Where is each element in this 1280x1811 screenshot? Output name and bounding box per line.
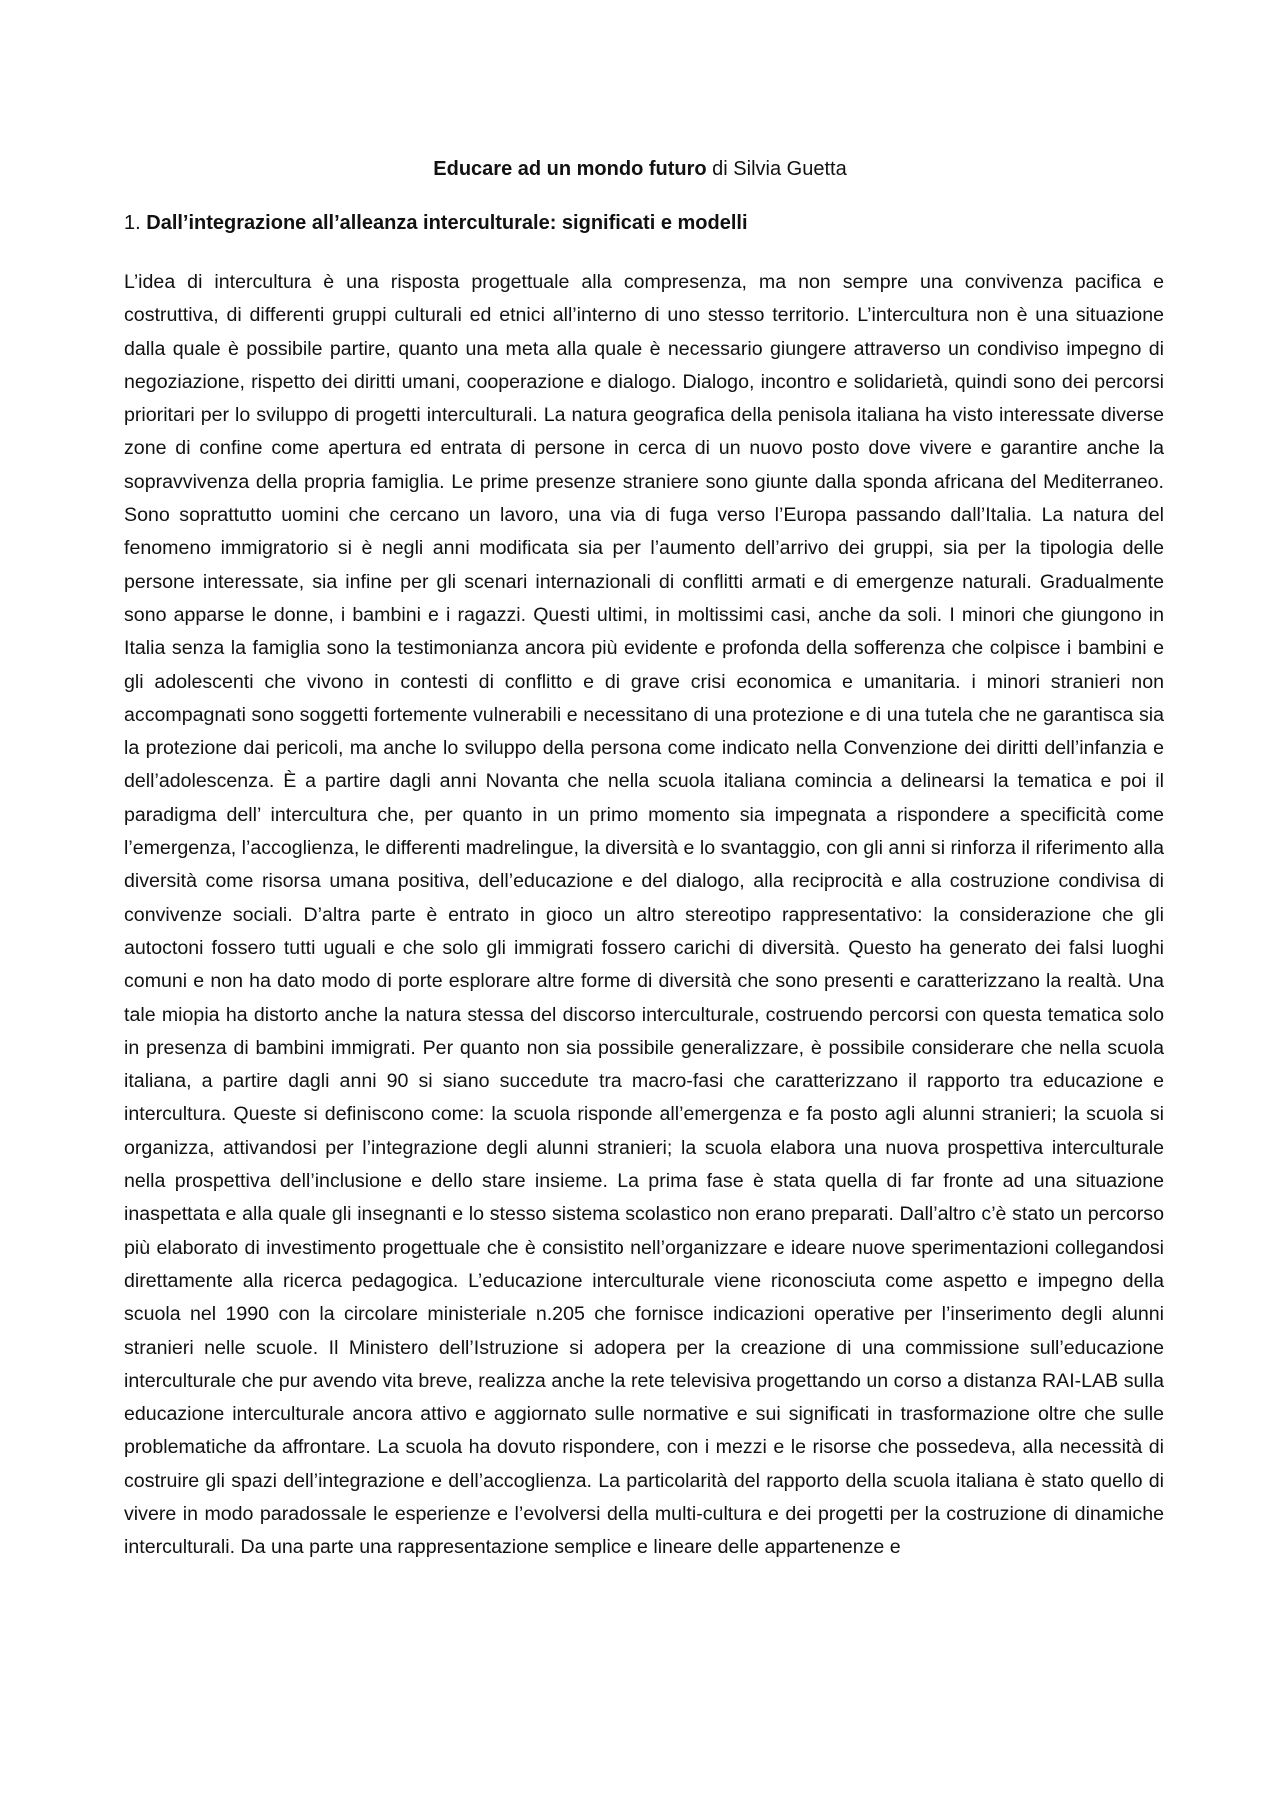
document-title [0, 155, 1280, 183]
title-bold: Educare ad un mondo futuro [433, 158, 707, 180]
section-number: 1. [124, 212, 147, 234]
title-author: di Silvia Guetta [706, 158, 847, 180]
section-heading-text: Dall’integrazione all’alleanza interculturale: significati e modelli [146, 212, 748, 234]
section-heading [124, 209, 1164, 237]
body-paragraph: L’idea di intercultura è una risposta progettuale alla compresenza, ma non sempre una convivenza pacifica e costruttiva, di differenti gruppi culturali ed etnici all’interno di uno stesso territorio. L’intercultura non è una situazione dalla quale è possibile partire, quanto una meta alla quale è necessario giungere attraverso un condiviso impegno di negoziazione, rispetto dei diritti umani, cooperazione e dialogo. Dialogo, incontro e solidarietà, quindi sono dei percorsi prioritari per lo sviluppo di progetti interculturali. La natura geografica della penisola italiana ha visto interessate diverse zone di confine come apertura ed entrata di persone in cerca di un nuovo posto dove vivere e garantire anche la sopravvivenza della propria famiglia. Le prime presenze straniere sono giunte dalla sponda africana del Mediterraneo. Sono soprattutto uomini che cercano un lavoro, una via di fuga verso l’Europa passando dall’Italia. La natura del fenomeno immigratorio si è negli anni modificata sia per l’aumento dell’arrivo dei gruppi, sia per la tipologia delle persone interessate, sia infine per gli scenari internazionali di conflitti armati e di emergenze naturali. Gradualmente sono apparse le donne, i bambini e i ragazzi. Questi ultimi, in moltissimi casi, anche da soli. I minori che giungono in Italia senza la famiglia sono la testimonianza ancora più evidente e profonda della sofferenza che colpisce i bambini e gli adolescenti che vivono in contesti di conflitto e di grave crisi economica e umanitaria. i minori stranieri non accompagnati sono soggetti fortemente vulnerabili e necessitano di una protezione e di una tutela che ne garantisca sia la protezione dai pericoli, ma anche lo sviluppo della persona come indicato nella Convenzione dei diritti dell’infanzia e dell’adolescenza. È a partire dagli anni Novanta che nella scuola italiana comincia a delinearsi la tematica e poi il paradigma dell’ intercultura che, per quanto in un primo momento sia impegnata a rispondere a specificità come l’emergenza, l’accoglienza, le differenti madrelingue, la diversità e lo svantaggio, con gli anni si rinforza il riferimento alla diversità come risorsa umana positiva, dell’educazione e del dialogo, alla reciprocità e alla costruzione condivisa di convivenze sociali. D’altra parte è entrato in gioco un altro stereotipo rappresentativo: la considerazione che gli autoctoni fossero tutti uguali e che solo gli immigrati fossero carichi di diversità. Questo ha generato dei falsi luoghi comuni e non ha dato modo di porte esplorare altre forme di diversità che sono presenti e caratterizzano la realtà. Una tale miopia ha distorto anche la natura stessa del discorso interculturale, costruendo percorsi con questa tematica solo in presenza di bambini immigrati. Per quanto non sia possibile generalizzare, è possibile considerare che nella scuola italiana, a partire dagli anni 90 si siano succedute tra macro-fasi che caratterizzano il rapporto tra educazione e intercultura. Queste si definiscono come: la scuola risponde all’emergenza e fa posto agli alunni stranieri; la scuola si organizza, attivandosi per l’integrazione degli alunni stranieri; la scuola elabora una nuova prospettiva interculturale nella prospettiva dell’inclusione e dello stare insieme. La prima fase è stata quella di far fronte ad una situazione inaspettata e alla quale gli insegnanti e lo stesso sistema scolastico non erano preparati. Dall’altro c’è stato un percorso più elaborato di investimento progettuale che è consistito nell’organizzare e ideare nuove sperimentazioni collegandosi direttamente alla ricerca pedagogica. L’educazione interculturale viene riconosciuta come aspetto e impegno della scuola nel 1990 con la circolare ministeriale n.205 che fornisce indicazioni operative per l’inserimento degli alunni stranieri nelle scuole. Il Ministero dell’Istruzione si adopera per la creazione di una commissione sull’educazione interculturale che pur avendo vita breve, realizza anche la rete televisiva progettando un corso a distanza RAI-LAB sulla educazione interculturale ancora attivo e aggiornato sulle normative e sui significati in trasformazione oltre che sulle problematiche da affrontare. La scuola ha dovuto rispondere, con i mezzi e le risorse che possedeva, alla necessità di costruire gli spazi dell’integrazione e dell’accoglienza. La particolarità del rapporto della scuola italiana è stato quello di vivere in modo paradossale le esperienze e l’evolversi della multi-cultura e dei progetti per la costruzione di dinamiche interculturali. Da una parte una rappresentazione semplice e lineare delle appartenenze e [124, 271, 1164, 1559]
